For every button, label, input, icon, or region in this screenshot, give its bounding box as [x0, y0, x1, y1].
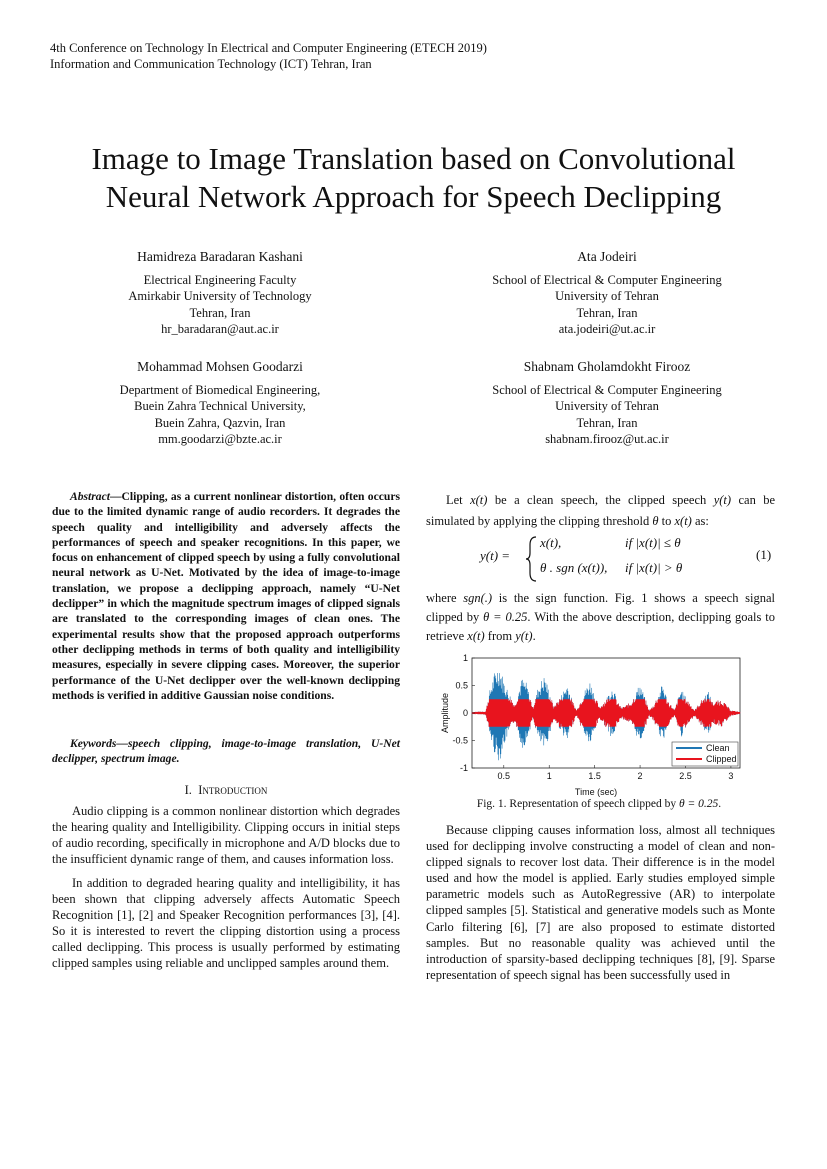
author-block-3	[70, 359, 370, 448]
conference-header	[50, 40, 487, 72]
text-run: as:	[694, 514, 709, 528]
text-run: is the sign function. Fig. 1 shows a speech signal clipped by	[426, 591, 776, 624]
author-affiliation: Amirkabir University of Technology	[128, 289, 312, 303]
keywords-text: —speech clipping, image-to-image translation, U-Net declipper, spectrum image.	[52, 737, 400, 766]
author-name: Hamidreza Baradaran Kashani	[137, 249, 303, 264]
text-run: where	[426, 591, 457, 605]
keywords	[52, 736, 400, 767]
intro-paragraph-1: Audio clipping is a common nonlinear distortion which degrades the hearing quality and Intelligibility. Clipping occurs in initial steps of audio recording, specifically in microphone and A/D blocks due to the insufficient dynamic range of them, and causes information loss.	[52, 804, 400, 866]
equation-brace	[524, 535, 538, 583]
figure-1-chart	[436, 652, 746, 798]
x-tick-label: 1	[546, 771, 552, 781]
abstract-text: —Clipping, as a current nonlinear distortion, often occurs due to the limited dynamic range of audio recorders. It degrades the speech quality and intelligibility and adversely affects the performances of speech and speaker recognitions. In this paper, we focus on enhancement of clipped speech by using a fully convolutional neural network as U-Net. Motivated by the idea of image-to-image translation, we propose a declipping approach, namely “U-Net declipper” in which the magnitude spectrum images of clipped signals are translated to the corresponding images of clean ones. The experimental results show that the proposed approach outperforms other declipping methods in terms of both quality and intelligibility measures, especially in severe clipping cases. Moreover, the superior performance of the U-Net declipper over the well-known declipping methods is verified in additive Gaussian noise conditions.	[52, 490, 400, 702]
author-affiliation: School of Electrical & Computer Engineering	[492, 382, 722, 397]
math-theta-value: θ = 0.25	[483, 610, 528, 624]
text-run: be a clean speech, the clipped speech	[494, 493, 707, 507]
author-name: Mohammad Mohsen Goodarzi	[137, 359, 303, 374]
legend-label-clean: Clean	[706, 743, 730, 753]
text-run: from	[487, 629, 513, 643]
math-yt: y(t)	[515, 629, 533, 643]
equation-lhs: y(t) =	[480, 548, 511, 563]
right-paragraph-1	[426, 490, 775, 532]
author-email: ata.jodeiri@ut.ac.ir	[558, 322, 656, 336]
author-email: hr_baradaran@aut.ac.ir	[161, 322, 279, 336]
text-run: Fig. 1. Representation of speech clipped by	[476, 798, 677, 810]
legend	[672, 742, 738, 766]
author-affiliation: University of Tehran	[555, 289, 659, 303]
math-xt: x(t)	[470, 493, 488, 507]
y-tick-label: 1	[462, 653, 468, 663]
x-tick-label: 2.5	[679, 771, 692, 781]
y-tick-label: 0.5	[455, 680, 468, 691]
text-run: to	[661, 514, 672, 528]
author-location: Buein Zahra, Qazvin, Iran	[154, 415, 286, 430]
author-block-1	[70, 249, 370, 338]
math-yt: y(t)	[713, 493, 732, 507]
text-run: can be simulated by applying the clipping threshold	[426, 493, 776, 528]
author-email: mm.goodarzi@bzte.ac.ir	[158, 432, 282, 446]
equation-condition-1: if |x(t)| ≤ θ	[625, 535, 681, 550]
section-title: Introduction	[198, 783, 268, 797]
math-theta: θ	[652, 514, 659, 528]
math-sgn: sgn(.)	[463, 591, 493, 605]
math-xt: x(t)	[467, 629, 485, 643]
text-run: Let	[446, 493, 463, 507]
author-location: Tehran, Iran	[576, 415, 638, 430]
title-line-2: Neural Network Approach for Speech Declipping	[105, 179, 722, 214]
x-tick-label: 3	[728, 771, 734, 781]
equation-case-2: θ . sgn (x(t)),	[540, 560, 608, 575]
section-heading-introduction	[52, 783, 400, 798]
y-tick-label: -0.5	[452, 735, 468, 746]
author-block-4	[457, 359, 757, 448]
y-axis-label: Amplitude	[440, 692, 450, 734]
right-paragraph-2	[426, 589, 775, 646]
author-name: Shabnam Gholamdokht Firooz	[523, 359, 691, 374]
intro-body	[52, 803, 400, 971]
title-line-1: Image to Image Translation based on Convolutional	[91, 141, 736, 176]
y-tick-label: 0	[462, 708, 468, 718]
author-affiliation: School of Electrical & Computer Engineering	[492, 272, 722, 287]
keywords-label: Keywords	[70, 737, 117, 750]
section-number: I.	[184, 783, 192, 797]
math-xt: x(t)	[674, 514, 692, 528]
author-email: shabnam.firooz@ut.ac.ir	[545, 432, 669, 446]
text-run: .	[532, 629, 536, 643]
conference-line-2: Information and Communication Technology (ICT) Tehran, Iran	[50, 57, 372, 71]
equation-case-1: x(t),	[540, 535, 562, 550]
y-tick-label: -1	[459, 763, 468, 773]
math-theta-value: θ = 0.25	[679, 798, 719, 810]
author-affiliation: University of Tehran	[555, 399, 659, 413]
author-affiliation: Electrical Engineering Faculty	[143, 272, 297, 287]
author-location: Tehran, Iran	[576, 305, 638, 320]
figure-1-caption	[426, 798, 772, 810]
paper-title	[30, 140, 797, 216]
author-affiliation: Department of Biomedical Engineering,	[119, 382, 321, 397]
author-name: Ata Jodeiri	[577, 249, 637, 264]
x-tick-label: 1.5	[588, 771, 601, 781]
x-axis-label: Time (sec)	[574, 787, 618, 797]
text-run: .	[718, 798, 722, 810]
abstract-label: Abstract	[70, 490, 110, 503]
equation-number: (1)	[756, 547, 772, 562]
abstract	[52, 489, 400, 703]
x-tick-label: 2	[637, 771, 643, 781]
author-location: Tehran, Iran	[189, 305, 251, 320]
intro-paragraph-2: In addition to degraded hearing quality and intelligibility, it has been shown that clipping adversely affects Automatic Speech Recognition [1], [2] and Speaker Recognition performances [3], [4]. So it is interested to revert the clipping distortion using a process called declipping. This process is usually performed by estimating clipped samples using reliable and unclipped samples around them.	[52, 876, 400, 970]
right-paragraph-3: Because clipping causes information loss, almost all techniques used for declipping involve constructing a model of clean and non-clipped signals to recover lost data. Their difference is in the model used and how the model is applied. Early studies employed simple parametric models such as AutoRegressive (AR) to interpolate clipped samples [5]. Statistical and generative models such as Monte Carlo filtering [6], [7] are also proposed to estimate distorted samples. But no reasonable quality was achieved until the introduction of sparsity-based declipping techniques [8], [9]. Sparse representation of speech signal has been successfully used in	[426, 823, 775, 982]
author-affiliation: Buein Zahra Technical University,	[134, 399, 306, 413]
conference-line-1: 4th Conference on Technology In Electrical and Computer Engineering (ETECH 2019)	[50, 41, 487, 55]
equation-condition-2: if |x(t)| > θ	[625, 560, 683, 575]
text-run: . With the above description, declipping goals to retrieve	[426, 610, 775, 643]
equation-1	[480, 535, 780, 583]
author-block-2	[457, 249, 757, 338]
x-tick-label: 0.5	[497, 771, 511, 781]
legend-label-clipped: Clipped	[706, 754, 737, 764]
